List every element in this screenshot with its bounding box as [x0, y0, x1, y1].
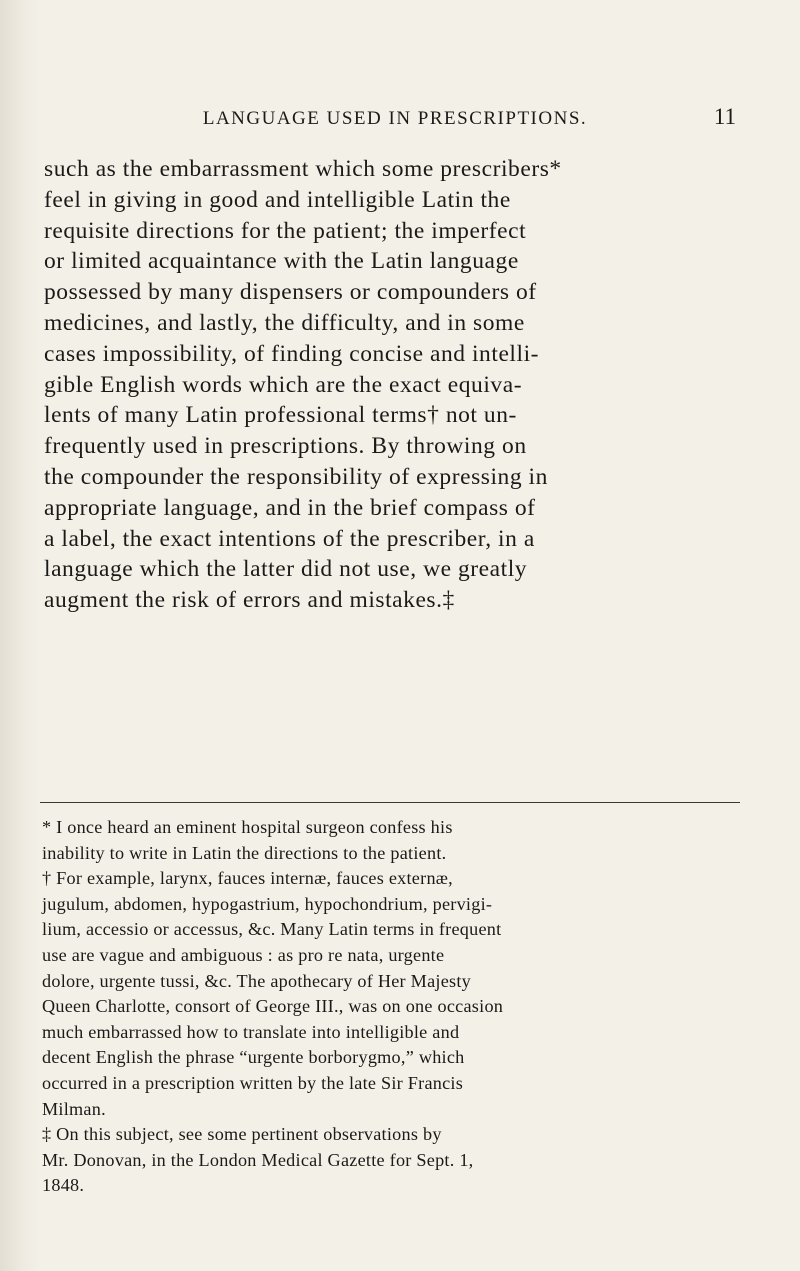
text-line: lents of many Latin professional terms† not un- [44, 402, 517, 429]
footnote-line: inability to write in Latin the directions to the patient. [42, 842, 447, 863]
text-line: such as the embarrassment which some prescribers* [44, 156, 562, 182]
body-text [44, 154, 744, 616]
text-line: or limited acquaintance with the Latin language [44, 248, 519, 275]
footnote-line: decent English the phrase “urgente borborygmo,” which [42, 1047, 465, 1068]
footnote-line: Mr. Donovan, in the London Medical Gazette for Sept. 1, [42, 1149, 474, 1170]
footnote-line: lium, accessio or accessus, &c. Many Latin terms in frequent [42, 919, 502, 940]
footnote-rule [40, 802, 740, 803]
text-line: requisite directions for the patient; the imperfect [44, 217, 527, 244]
footnote-line: Queen Charlotte, consort of George III., was on one occasion [42, 996, 504, 1017]
text-line: feel in giving in good and intelligible Latin the [44, 186, 511, 213]
text-line: possessed by many dispensers or compounders of [44, 279, 537, 306]
running-header [62, 104, 736, 142]
text-line: gible English words which are the exact equiva- [44, 371, 523, 398]
text-line: language which the latter did not use, we greatly [44, 556, 528, 583]
footnote-line: occurred in a prescription written by the late Sir Francis [42, 1072, 464, 1093]
footnote-line: † For example, larynx, fauces internæ, fauces externæ, [42, 868, 453, 889]
footnote-line: Milman. [42, 1098, 106, 1119]
footnote-line: much embarrassed how to translate into intelligible and [42, 1021, 460, 1042]
running-title: LANGUAGE USED IN PRESCRIPTIONS. [202, 108, 588, 129]
page-number: 11 [713, 104, 736, 129]
footnote-line: 1848. [42, 1175, 85, 1196]
footnotes [42, 815, 747, 1199]
text-line: augment the risk of errors and mistakes.‡ [44, 587, 455, 614]
page-binding-edge [0, 0, 40, 1271]
footnote-line: use are vague and ambiguous : as pro re nata, urgente [42, 944, 445, 965]
footnote-line: jugulum, abdomen, hypogastrium, hypochondrium, pervigi- [42, 893, 493, 914]
footnote-line: ‡ On this subject, see some pertinent observations by [42, 1124, 442, 1145]
text-line: cases impossibility, of finding concise and intelli- [44, 340, 540, 367]
footnote-line: * I once heard an eminent hospital surgeon confess his [42, 817, 453, 837]
text-line: a label, the exact intentions of the prescriber, in a [44, 525, 535, 552]
text-line: frequently used in prescriptions. By throwing on [44, 433, 527, 460]
text-line: appropriate language, and in the brief compass of [44, 494, 536, 521]
footnote-line: dolore, urgente tussi, &c. The apothecary of Her Majesty [42, 970, 471, 991]
text-line: the compounder the responsibility of expressing in [44, 463, 548, 490]
text-line: medicines, and lastly, the difficulty, and in some [44, 309, 525, 336]
